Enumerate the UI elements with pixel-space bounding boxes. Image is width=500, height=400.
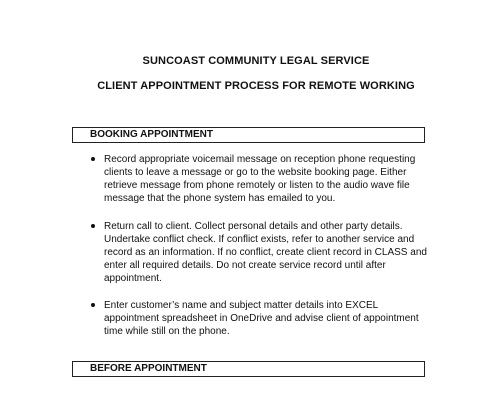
bullet-icon bbox=[91, 224, 95, 228]
section-heading-before-appointment bbox=[72, 361, 425, 377]
list-item bbox=[92, 153, 432, 205]
list-item bbox=[92, 299, 432, 338]
list-item bbox=[92, 220, 432, 285]
section-heading-label: BOOKING APPOINTMENT bbox=[90, 129, 213, 140]
list-item-text: Record appropriate voicemail message on reception phone requesting clients to leave a message or go to the website booking page. Either retrieve message from phone remotely or listen to the audio wave file message that the phone system has emailed to you. bbox=[104, 154, 416, 204]
bullet-icon bbox=[91, 303, 95, 307]
bullet-icon bbox=[91, 157, 95, 161]
section-heading-label: BEFORE APPOINTMENT bbox=[90, 363, 207, 374]
list-item-text: Enter customer’s name and subject matter details into EXCEL appointment spreadsheet in OneDrive and advise client of appointment time while still on the phone. bbox=[104, 300, 419, 337]
section-heading-booking-appointment bbox=[72, 127, 425, 143]
list-item-text: Return call to client. Collect personal details and other party details. Undertake conflict check. If conflict exists, refer to another service and record as an information. If no conflict, create client record in CLASS and enter all required details. Do not create service record until after appointment. bbox=[104, 221, 427, 284]
organization-name: SUNCOAST COMMUNITY LEGAL SERVICE bbox=[142, 55, 370, 67]
document-title: CLIENT APPOINTMENT PROCESS FOR REMOTE WORKING bbox=[97, 80, 415, 92]
